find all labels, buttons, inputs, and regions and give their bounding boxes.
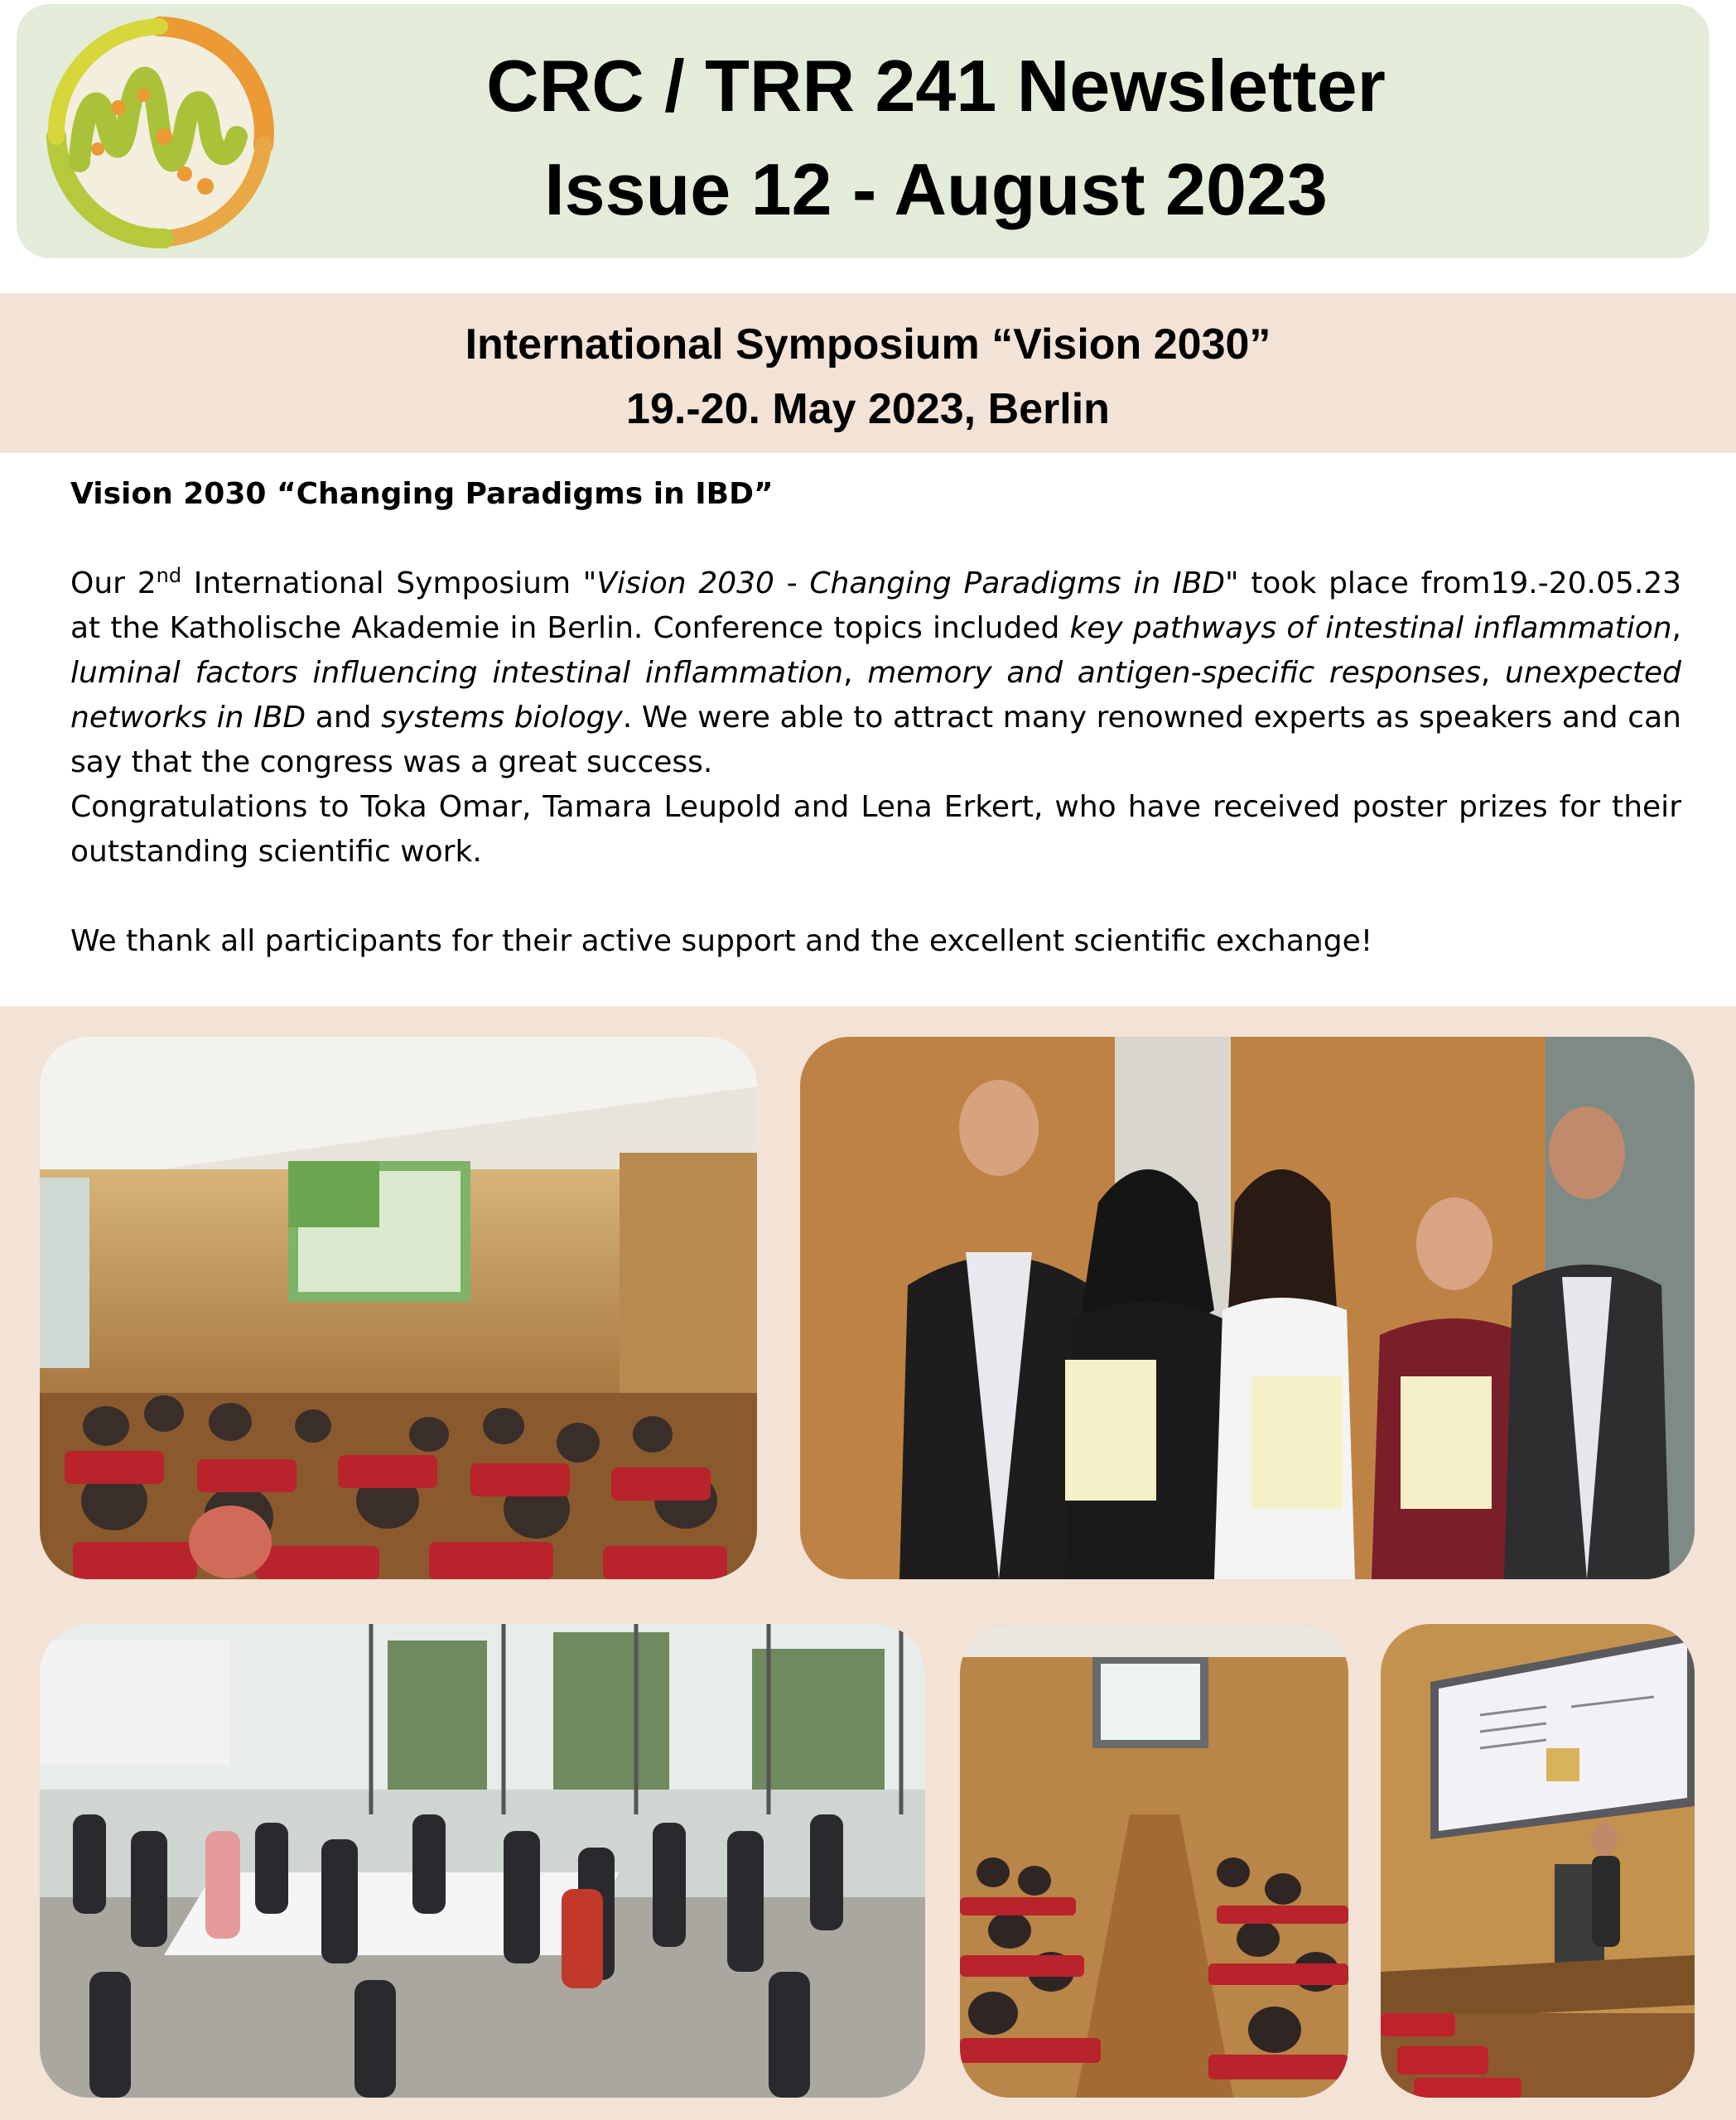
superscript: nd	[156, 564, 182, 587]
photo-poster-prize-winners	[800, 1037, 1695, 1579]
text-run: ,	[1480, 656, 1506, 690]
photo-speaker-podium	[1381, 1624, 1695, 2098]
text-run: and	[306, 701, 382, 735]
topic: luminal factors influencing intestinal inflammation	[70, 656, 844, 690]
photo-auditorium	[40, 1037, 757, 1579]
crc-trr241-logo-icon	[40, 12, 280, 253]
event-title: International Symposium “Vision 2030”	[465, 320, 1271, 369]
article-body	[70, 472, 1681, 964]
newsletter-header	[17, 4, 1709, 258]
topic: unexpected networks in IBD	[70, 656, 1682, 735]
article-paragraph-3: We thank all participants for their active support and the excellent scientific exchange!	[70, 924, 1373, 958]
newsletter-title: CRC / TRR 241 Newsletter	[486, 45, 1386, 127]
photo-reception-foyer	[40, 1624, 925, 2098]
symposium-name: "Vision 2030 - Changing Paradigms in IBD"	[582, 566, 1239, 600]
text-run: International Symposium	[181, 566, 583, 600]
photo-lecture-hall-aisle	[960, 1624, 1348, 2098]
text-run: ,	[1671, 611, 1681, 645]
event-banner	[0, 293, 1736, 453]
newsletter-issue: Issue 12 - August 2023	[544, 148, 1328, 230]
article-paragraph-1	[70, 561, 1681, 785]
photo-gallery	[0, 1006, 1736, 2120]
event-date: 19.-20. May 2023, Berlin	[626, 385, 1110, 433]
topic: key pathways of intestinal inflammation	[1069, 611, 1672, 645]
article-subheading: Vision 2030 “Changing Paradigms in IBD”	[70, 477, 774, 511]
topic: memory and antigen-specific responses	[867, 656, 1481, 690]
article-paragraph-2: Congratulations to Toka Omar, Tamara Leupold and Lena Erkert, who have received poster prizes for their outstanding scientific work.	[70, 790, 1681, 869]
text-run: ,	[843, 656, 868, 690]
topic: systems biology	[381, 701, 623, 735]
text-run: . We were able to attract many renowned experts as speakers and can say that the congress was a great success.	[70, 701, 1681, 779]
text-run: took place from19.-20.05.23 at the Katholische Akademie in Berlin. Conference topics included	[70, 566, 1682, 645]
text-run: Our 2	[70, 566, 157, 600]
